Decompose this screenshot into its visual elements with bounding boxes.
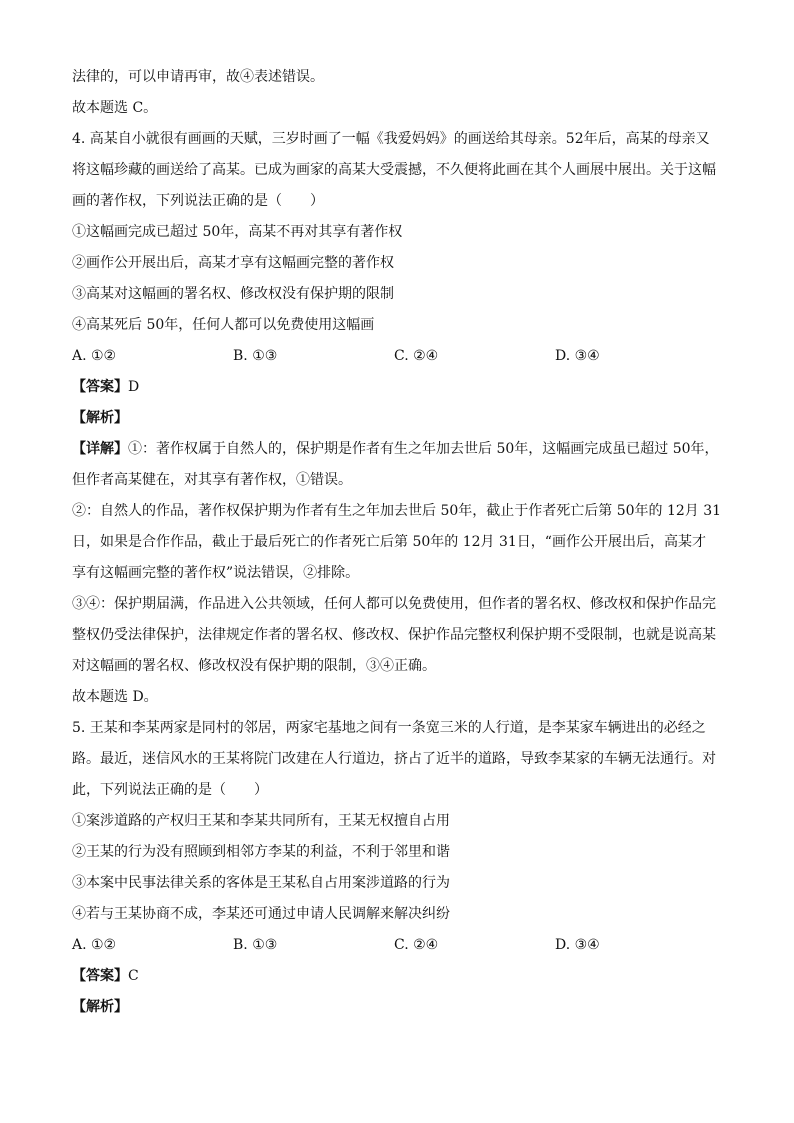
question-4-answer	[72, 372, 722, 403]
detail-label: 【详解】	[72, 441, 128, 457]
question-5-statement: ④若与王某协商不成，李某还可通过申请人民调解来解决纠纷	[72, 906, 450, 922]
question-5-statement: ③本案中民事法律关系的客体是王某私自占用案涉道路的行为	[72, 875, 450, 891]
answer-label: 【答案】	[72, 968, 128, 984]
question-4-stem: 画的著作权，下列说法正确的是（ ）	[72, 193, 324, 209]
analysis-label: 【解析】	[72, 999, 128, 1015]
question-4-detail: 但作者高某健在，对其享有著作权，①错误。	[72, 472, 352, 488]
question-4-detail: 整权仍受法律保护，法律规定作者的署名权、修改权、保护作品完整权利保护期不受限制，也就是说高某	[72, 627, 716, 643]
question-4-detail: ③④：保护期届满，作品进入公共领域，任何人都可以免费使用，但作者的署名权、修改权和保护作品完	[72, 596, 716, 612]
option-c: C. ②④	[394, 348, 439, 364]
document-body	[72, 62, 722, 1023]
answer-value: C	[128, 968, 139, 984]
question-4-statement: ①这幅画完成已超过 50年，高某不再对其享有著作权	[72, 224, 403, 240]
question-4-detail	[72, 434, 722, 465]
question-5-statement: ①案涉道路的产权归王某和李某共同所有，王某无权擅自占用	[72, 813, 450, 829]
option-d: D. ③④	[555, 937, 600, 953]
question-5-stem: 路。最近，迷信风水的王某将院门改建在人行道边，挤占了近半的道路，导致李某家的车辆无法通行。对	[72, 751, 716, 767]
question-5-answer	[72, 961, 722, 992]
question-5-stem: 5. 王某和李某两家是同村的邻居，两家宅基地之间有一条宽三米的人行道，是李某家车辆进出的必经之	[72, 720, 706, 736]
question-5-statement: ②王某的行为没有照顾到相邻方李某的利益，不利于邻里和谐	[72, 844, 450, 860]
question-4-statement: ④高某死后 50年，任何人都可以免费使用这幅画	[72, 317, 375, 333]
option-d: D. ③④	[555, 348, 600, 364]
question-4-options	[72, 341, 722, 372]
question-4-statement: ②画作公开展出后，高某才享有这幅画完整的著作权	[72, 255, 394, 271]
question-4-detail: 享有这幅画完整的著作权”说法错误，②排除。	[72, 565, 360, 581]
question-4-stem: 将这幅珍藏的画送给了高某。已成为画家的高某大受震撼，不久便将此画在其个人画展中展出。关于这幅	[72, 162, 716, 178]
question-4-detail: 日，如果是合作作品，截止于最后死亡的作者死亡后第 50年的 12月 31日，“画作公开展出后，高某才	[72, 534, 706, 550]
option-a: A. ①②	[72, 348, 117, 364]
option-a: A. ①②	[72, 937, 117, 953]
text-line: 法律的，可以申请再审，故④表述错误。	[72, 69, 324, 85]
detail-text: ①：著作权属于自然人的，保护期是作者有生之年加去世后 50年，这幅画完成虽已超过 50年，	[128, 441, 719, 457]
option-c: C. ②④	[394, 937, 439, 953]
answer-label: 【答案】	[72, 379, 128, 395]
option-b: B. ①③	[233, 937, 278, 953]
answer-value: D	[128, 379, 140, 395]
question-4-statement: ③高某对这幅画的署名权、修改权没有保护期的限制	[72, 286, 394, 302]
option-b: B. ①③	[233, 348, 278, 364]
question-4-detail: ②：自然人的作品，著作权保护期为作者有生之年加去世后 50年，截止于作者死亡后第 50年的 12月 31	[72, 503, 722, 519]
question-5-options	[72, 930, 722, 961]
question-4-stem: 4. 高某自小就很有画画的天赋，三岁时画了一幅《我爱妈妈》的画送给其母亲。52年后，高某的母亲又	[72, 131, 710, 147]
question-5-analysis	[72, 992, 722, 1023]
question-5-stem: 此，下列说法正确的是（ ）	[72, 782, 268, 798]
question-4-analysis	[72, 403, 722, 434]
analysis-label: 【解析】	[72, 410, 128, 426]
question-4-conclusion: 故本题选 D。	[72, 689, 158, 705]
question-4-detail: 对这幅画的署名权、修改权没有保护期的限制，③④正确。	[72, 658, 436, 674]
text-line: 故本题选 C。	[72, 100, 158, 116]
